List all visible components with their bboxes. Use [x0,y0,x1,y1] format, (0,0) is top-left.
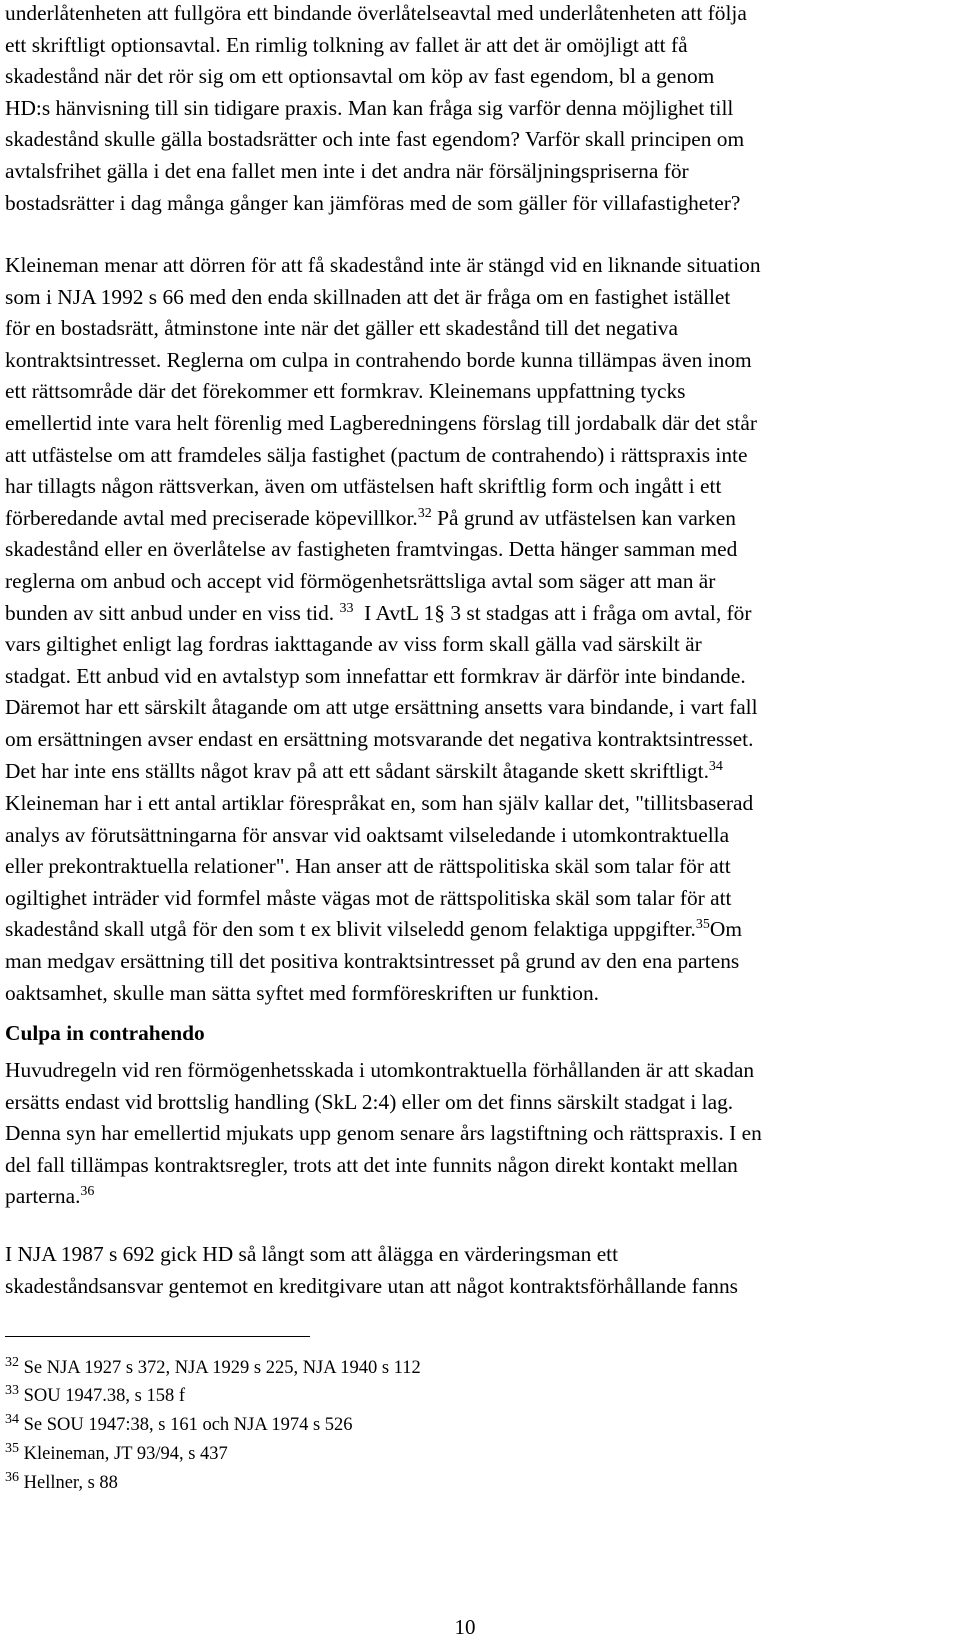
paragraph-3 [5,788,753,1009]
text-line: Kleineman har i ett antal artiklar förespråkat en, som han själv kallar det, "tillitsbaserad [5,791,754,815]
text-line: Däremot har ett särskilt åtagande om att utge ersättning ansetts vara bindande, i vart fall [5,695,758,720]
text-line: Denna syn har emellertid mjukats upp genom senare års lagstiftning och rättspraxis. I en [5,1121,762,1146]
text-line [5,1181,762,1213]
text-line: ett rättsområde där det förekommer ett formkrav. Kleinemans uppfattning tycks [5,379,686,404]
text-line: emellertid inte vara helt förenlig med Lagberedningens förslag till jordabalk där det står [5,410,757,435]
text-line: eller prekontraktuella relationer". Han anser att de rättspolitiska skäl som talar för att [5,854,731,879]
text-segment: Det har inte ens ställts något krav på att ett sådant särskilt åtagande skett skriftligt. [5,758,709,783]
text-line: vars giltighet enligt lag fordras iakttagande av viss form skall gälla vad särskilt är [5,632,702,657]
paragraph-2 [5,250,761,787]
text-segment: Om [709,917,742,942]
text-line: man medgav ersättning till det positiva kontraktsintresset på grund av den ena partens [5,948,740,973]
text-line: som i NJA 1992 s 66 med den enda skillnaden att det är fråga om en fastighet istället [5,284,731,309]
text-segment: skadestånd skall utgå för den som t ex blivit vilseledd genom felaktiga uppgifter. [5,917,696,942]
footnote-36 [5,1469,118,1497]
footnote-ref-32[interactable]: 32 [417,505,432,521]
text-line: om ersättningen avser endast en ersättning motsvarande det negativa kontraktsintresset. [5,726,754,751]
footnote-ref-36[interactable]: 36 [80,1184,95,1200]
document-page [5,0,955,1651]
text-line: del fall tillämpas kontraktsregler, trots att det inte funnits någon direkt kontakt mellan [5,1152,738,1177]
text-line: stadgat. Ett anbud vid en avtalstyp som innefattar ett formkrav är därför inte bindande. [5,663,746,688]
text-line: avtalsfrihet gälla i det ena fallet men inte i det andra när försäljningspriserna för [5,158,689,183]
footnote-33 [5,1382,185,1410]
footnote-35 [5,1440,228,1468]
text-line: oaktsamhet, skulle man sätta syftet med formföreskriften ur funktion. [5,980,600,1005]
text-segment: På grund av utfästelsen kan varken [431,505,736,530]
footnote-text: Se SOU 1947:38, s 161 och NJA 1974 s 526 [19,1415,353,1435]
text-line: I NJA 1987 s 692 gick HD så långt som att ålägga en värderingsman ett [5,1242,619,1266]
text-line: för en bostadsrätt, åtminstone inte när det gäller ett skadestånd till det negativa [5,316,679,341]
text-line [5,503,761,535]
text-segment: bunden av sitt anbud under en viss tid. [5,600,340,625]
footnote-text: Kleineman, JT 93/94, s 437 [19,1444,228,1464]
text-line [5,914,753,946]
paragraph-1 [5,0,747,219]
footnote-number: 35 [5,1441,19,1456]
page-number: 10 [454,1615,476,1639]
text-segment: parterna. [5,1184,81,1209]
footnote-number: 34 [5,1412,19,1427]
section-heading: Culpa in contrahendo [5,1021,205,1045]
text-line: HD:s hänvisning till sin tidigare praxis. Man kan fråga sig varför denna möjlighet till [5,95,734,120]
footnote-text: Se NJA 1927 s 372, NJA 1929 s 225, NJA 1940 s 112 [19,1358,421,1378]
text-line: underlåtenheten att fullgöra ett bindande överlåtelseavtal med underlåtenheten att följa [5,1,747,25]
text-segment: I AvtL 1§ 3 st stadgas att i fråga om avtal, för [353,600,752,625]
footnote-ref-33[interactable]: 33 [339,600,354,616]
text-line: Huvudregeln vid ren förmögenhetsskada i utomkontraktuella förhållanden är att skadan [5,1058,755,1082]
text-line: skadeståndsansvar gentemot en kreditgivare utan att något kontraktsförhållande fanns [5,1273,738,1298]
text-line: Kleineman menar att dörren för att få skadestånd inte är stängd vid en liknande situation [5,253,761,277]
paragraph-4 [5,1055,762,1213]
paragraph-5 [5,1239,738,1302]
footnote-number: 33 [5,1383,19,1398]
text-segment: förberedande avtal med preciserade köpevillkor. [5,505,418,530]
text-line: ogiltighet inträder vid formfel måste vägas mot de rättspolitiska skäl som talar för att [5,885,732,910]
footnote-ref-34[interactable]: 34 [708,758,723,774]
footnote-text: SOU 1947.38, s 158 f [19,1386,185,1406]
text-line: bostadsrätter i dag många gånger kan jämföras med de som gäller för villafastigheter? [5,190,741,215]
text-line [5,598,761,630]
footnote-separator [5,1336,310,1337]
footnote-32 [5,1354,421,1382]
text-line: har tillagts någon rättsverkan, även om utfästelsen haft skriftlig form och ingått i ett [5,474,722,499]
text-line: skadestånd eller en överlåtelse av fastigheten framtvingas. Detta hänger samman med [5,537,738,562]
text-line: ett skriftligt optionsavtal. En rimlig tolkning av fallet är att det är omöjligt att få [5,32,688,57]
footnote-text: Hellner, s 88 [19,1473,118,1493]
footnote-number: 36 [5,1470,19,1485]
text-line [5,756,761,788]
text-line: ersätts endast vid brottslig handling (SkL 2:4) eller om det finns särskilt stadgat i lag. [5,1089,734,1114]
footnote-number: 32 [5,1355,19,1370]
text-line: att utfästelse om att framdeles sälja fastighet (pactum de contrahendo) i rättspraxis inte [5,442,748,467]
text-line: kontraktsintresset. Reglerna om culpa in contrahendo borde kunna tillämpas även inom [5,347,752,372]
footnote-ref-35[interactable]: 35 [695,917,710,933]
text-line: reglerna om anbud och accept vid förmögenhetsrättsliga avtal som säger att man är [5,568,716,593]
text-line: analys av förutsättningarna för ansvar vid oaktsamt vilseledande i utomkontraktuella [5,822,730,847]
text-line: skadestånd skulle gälla bostadsrätter och inte fast egendom? Varför skall principen om [5,127,745,152]
text-line: skadestånd när det rör sig om ett optionsavtal om köp av fast egendom, bl a genom [5,64,715,89]
footnote-34 [5,1411,353,1439]
